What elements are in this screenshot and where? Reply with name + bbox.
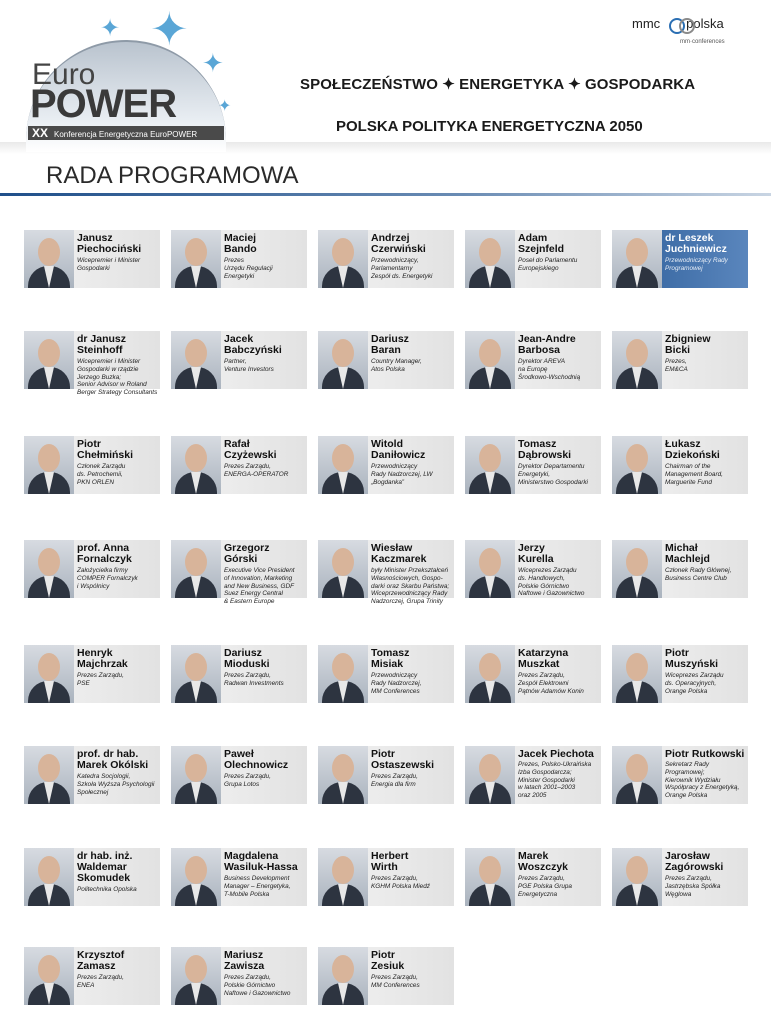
star-icon: ✦ [202,48,224,78]
member-photo [24,436,74,494]
member-name: Wiesław Kaczmarek [371,542,427,565]
member-photo [612,540,662,598]
member-name: Zbigniew Bicki [665,333,711,356]
member-name: Piotr Rutkowski [665,748,745,760]
member-card [318,331,454,389]
member-photo [465,645,515,703]
member-name: Piotr Ostaszewski [371,748,435,771]
member-role: Dyrektor AREVA na Europę Środkowo-Wschodnią [518,358,581,381]
member-photo [318,947,368,1005]
member-photo [171,645,221,703]
member-role: Prezes Zarządu, Polskie Górnictwo Naftowe i Gazownictwo [224,974,291,997]
member-photo [612,746,662,804]
member-photo [171,331,221,389]
member-photo [612,848,662,906]
member-role: Przewodniczący Rady Nadzorczej, LW „Bogdanka” [371,463,433,486]
member-name: Dariusz Baran [371,333,409,356]
member-role: Business Development Manager – Energetyka, T-Mobile Polska [224,875,291,898]
member-role: Członek Zarządu ds. Petrochemii, PKN ORLEN [77,463,126,486]
member-role: Poseł do Parlamentu Europejskiego [518,257,578,272]
member-name: Jean-Andre Barbosa [518,333,576,356]
member-name: Krzysztof Zamasz [77,949,125,972]
member-card [24,540,160,598]
member-name: Janusz Piechociński [77,232,142,255]
member-role: Partner, Venture Investors [224,358,274,373]
member-role: Country Manager, Atos Polska [371,358,422,373]
member-photo [171,848,221,906]
member-card [465,436,601,494]
member-role: Prezes, Polsko-Ukraińska Izba Gospodarcza; Minister Gospodarki w latach 2001–2003 oraz 2005 [518,761,592,800]
member-name: prof. dr hab. Marek Okólski [77,748,149,771]
member-role: Prezes Zarządu, Grupa Lotos [224,773,271,788]
logo-power-text: POWER [30,82,177,126]
member-photo [465,848,515,906]
member-name: Mariusz Zawisza [224,949,265,972]
member-name: Piotr Muszyński [665,647,719,670]
member-card [24,947,160,1005]
organizer-sub: mm·conferences [680,39,725,45]
member-photo [318,645,368,703]
member-name: Dariusz Mioduski [224,647,270,670]
member-card [318,540,454,606]
member-name: Jarosław Zagórowski [665,850,724,873]
member-role: Przewodniczący, Parlamentarny Zespół ds. Energetyki [371,257,433,280]
member-role: Prezes Zarządu, ENEA [77,974,124,989]
member-card [318,645,454,703]
member-photo [612,645,662,703]
member-card [171,540,307,606]
member-role: Przewodniczący Rady Nadzorczej, MM Conferences [371,672,422,695]
member-role: Prezes Zarządu, Jastrzębska Spółka Węglowa [665,875,721,898]
member-photo [24,746,74,804]
star-icon: ✦ [150,3,189,55]
member-name: dr Leszek Juchniewicz [665,232,727,255]
member-name: Jerzy Kurella [518,542,554,565]
member-role: Przewodniczący Rady Programowej [665,257,728,272]
member-role: Prezes Zarządu, PGE Polska Grupa Energetyczna [518,875,572,898]
member-photo [465,746,515,804]
member-card [24,848,160,906]
member-name: Marek Woszczyk [518,850,568,873]
member-photo [318,540,368,598]
member-role: Chairman of the Management Board, Marguerite Fund [665,463,723,486]
member-card [171,848,307,906]
member-role: Założycielka firmy COMPER Fornalczyk i Wspólnicy [77,567,138,590]
member-photo [171,746,221,804]
member-name: Grzegorz Górski [224,542,270,565]
member-name: Katarzyna Muszkat [518,647,569,670]
member-name: dr Janusz Steinhoff [77,333,127,356]
member-name: Jacek Babczyński [224,333,282,356]
member-role: Prezes Zarządu, Zespół Elektrowni Pątnów Adamów Konin [518,672,584,695]
member-card [465,848,601,906]
member-card [612,848,748,906]
member-card [318,436,454,494]
member-card [612,436,748,494]
member-role: Członek Rady Głównej, Business Centre Club [665,567,732,582]
member-role: Dyrektor Departamentu Energetyki, Ministerstwo Gospodarki [518,463,588,486]
member-role: Prezes Zarządu, ENERGA-OPERATOR [224,463,289,478]
member-name: Piotr Chełmiński [77,438,134,461]
logo-edition: XX [32,126,49,140]
member-name: prof. Anna Fornalczyk [77,542,132,565]
member-role: Wicepremier i Minister Gospodarki [77,257,141,272]
member-photo [465,331,515,389]
conference-subtitle: POLSKA POLITYKA ENERGETYCZNA 2050 [336,118,643,135]
member-photo [318,331,368,389]
member-role: Prezes Zarządu, Radwan Investments [224,672,284,687]
member-card [171,436,307,494]
member-name: Maciej Bando [224,232,257,255]
member-photo [24,230,74,288]
member-card [171,645,307,703]
member-role: Executive Vice President of Innovation, Marketing and New Business, GDF Suez Energy Central & Eastern Europe [224,567,295,606]
member-photo [171,436,221,494]
member-photo [318,436,368,494]
member-photo [318,746,368,804]
member-photo [24,331,74,389]
member-card [318,230,454,288]
member-card [318,746,454,804]
member-role: Prezes Urzędu Regulacji Energetyki [224,257,273,280]
member-name: Henryk Majchrzak [77,647,128,670]
member-name: Tomasz Misiak [371,647,410,670]
member-name: Herbert Wirth [371,850,409,873]
member-photo [465,436,515,494]
member-card [318,848,454,906]
member-card [24,746,160,804]
member-card [465,331,601,389]
member-name: Piotr Zesiuk [371,949,405,972]
member-photo [612,230,662,288]
member-photo [171,540,221,598]
logo-subtitle: Konferencja Energetyczna EuroPOWER [54,130,198,139]
member-name: Witold Daniłowicz [371,438,426,461]
member-role: Politechnika Opolska [77,886,137,893]
member-card [612,645,748,703]
member-card [465,540,601,598]
member-photo [24,540,74,598]
member-role: były Minister Przekształceń Własnościowych, Gospo- darki oraz Skarbu Państwa; Wiceprzewodniczący Rady Nadzorczej, Grupa Trinity [371,567,450,606]
member-photo [171,230,221,288]
member-photo [465,540,515,598]
logo-euro-text: Euro [32,58,96,91]
star-icon: ✦ [218,98,232,115]
conference-tagline: SPOŁECZEŃSTWO ✦ ENERGETYKA ✦ GOSPODARKA [300,76,696,93]
member-card [612,331,748,389]
member-photo [24,848,74,906]
member-photo [612,331,662,389]
member-card [318,947,454,1005]
member-card [171,746,307,804]
member-photo [171,947,221,1005]
member-role: Prezes Zarządu, MM Conferences [371,974,420,989]
member-photo [612,436,662,494]
member-card [24,230,160,288]
section-title: RADA PROGRAMOWA [46,162,299,189]
member-name: dr hab. inż. Waldemar Skomudek [77,850,133,884]
member-name: Tomasz Dąbrowski [518,438,572,461]
member-card [171,230,307,288]
member-role: Wicepremier i Minister Gospodarki w rządzie Jerzego Buzka; Senior Advisor w Roland Berger Strategy Consultants [77,358,158,397]
member-card [465,645,601,703]
member-name: Adam Szejnfeld [518,232,565,255]
member-photo [24,645,74,703]
member-photo [465,230,515,288]
member-photo [24,947,74,1005]
member-name: Paweł Olechnowicz [224,748,289,771]
member-role: Sekretarz Rady Programowej; Kierownik Wydziału Współpracy z Energetyką, Orange Polska [665,761,740,800]
member-role: Prezes Zarządu, PSE [77,672,124,687]
member-card [612,746,748,804]
member-role: Prezes Zarządu, Energia dla firm [371,773,418,788]
star-icon: ✦ [100,15,121,42]
member-card [24,331,160,397]
member-card [171,331,307,389]
member-name: Łukasz Dziekoński [665,438,720,461]
member-name: Magdalena Wasiluk-Hassa [224,850,298,873]
member-role: Prezes, EM&CA [665,358,688,373]
member-card [24,645,160,703]
member-role: Wiceprezes Zarządu ds. Handlowych, Polskie Górnictwo Naftowe i Gazownictwo [518,567,585,598]
member-card [24,436,160,494]
member-name: Michał Machlejd [665,542,710,565]
member-card [612,230,748,288]
member-card [171,947,307,1005]
member-card [465,230,601,288]
member-card [612,540,748,598]
member-role: Prezes Zarządu, KGHM Polska Miedź [371,875,430,890]
member-name: Jacek Piechota [518,748,594,760]
member-card [465,746,601,804]
organizer-name: mmc polska [632,16,724,31]
member-name: Andrzej Czerwiński [371,232,426,255]
member-role: Katedra Socjologii, Szkoła Wyższa Psychologii Społecznej [77,773,155,796]
member-name: Rafał Czyżewski [224,438,277,461]
member-photo [318,230,368,288]
member-photo [318,848,368,906]
member-role: Wiceprezes Zarządu ds. Operacyjnych, Orange Polska [665,672,724,695]
